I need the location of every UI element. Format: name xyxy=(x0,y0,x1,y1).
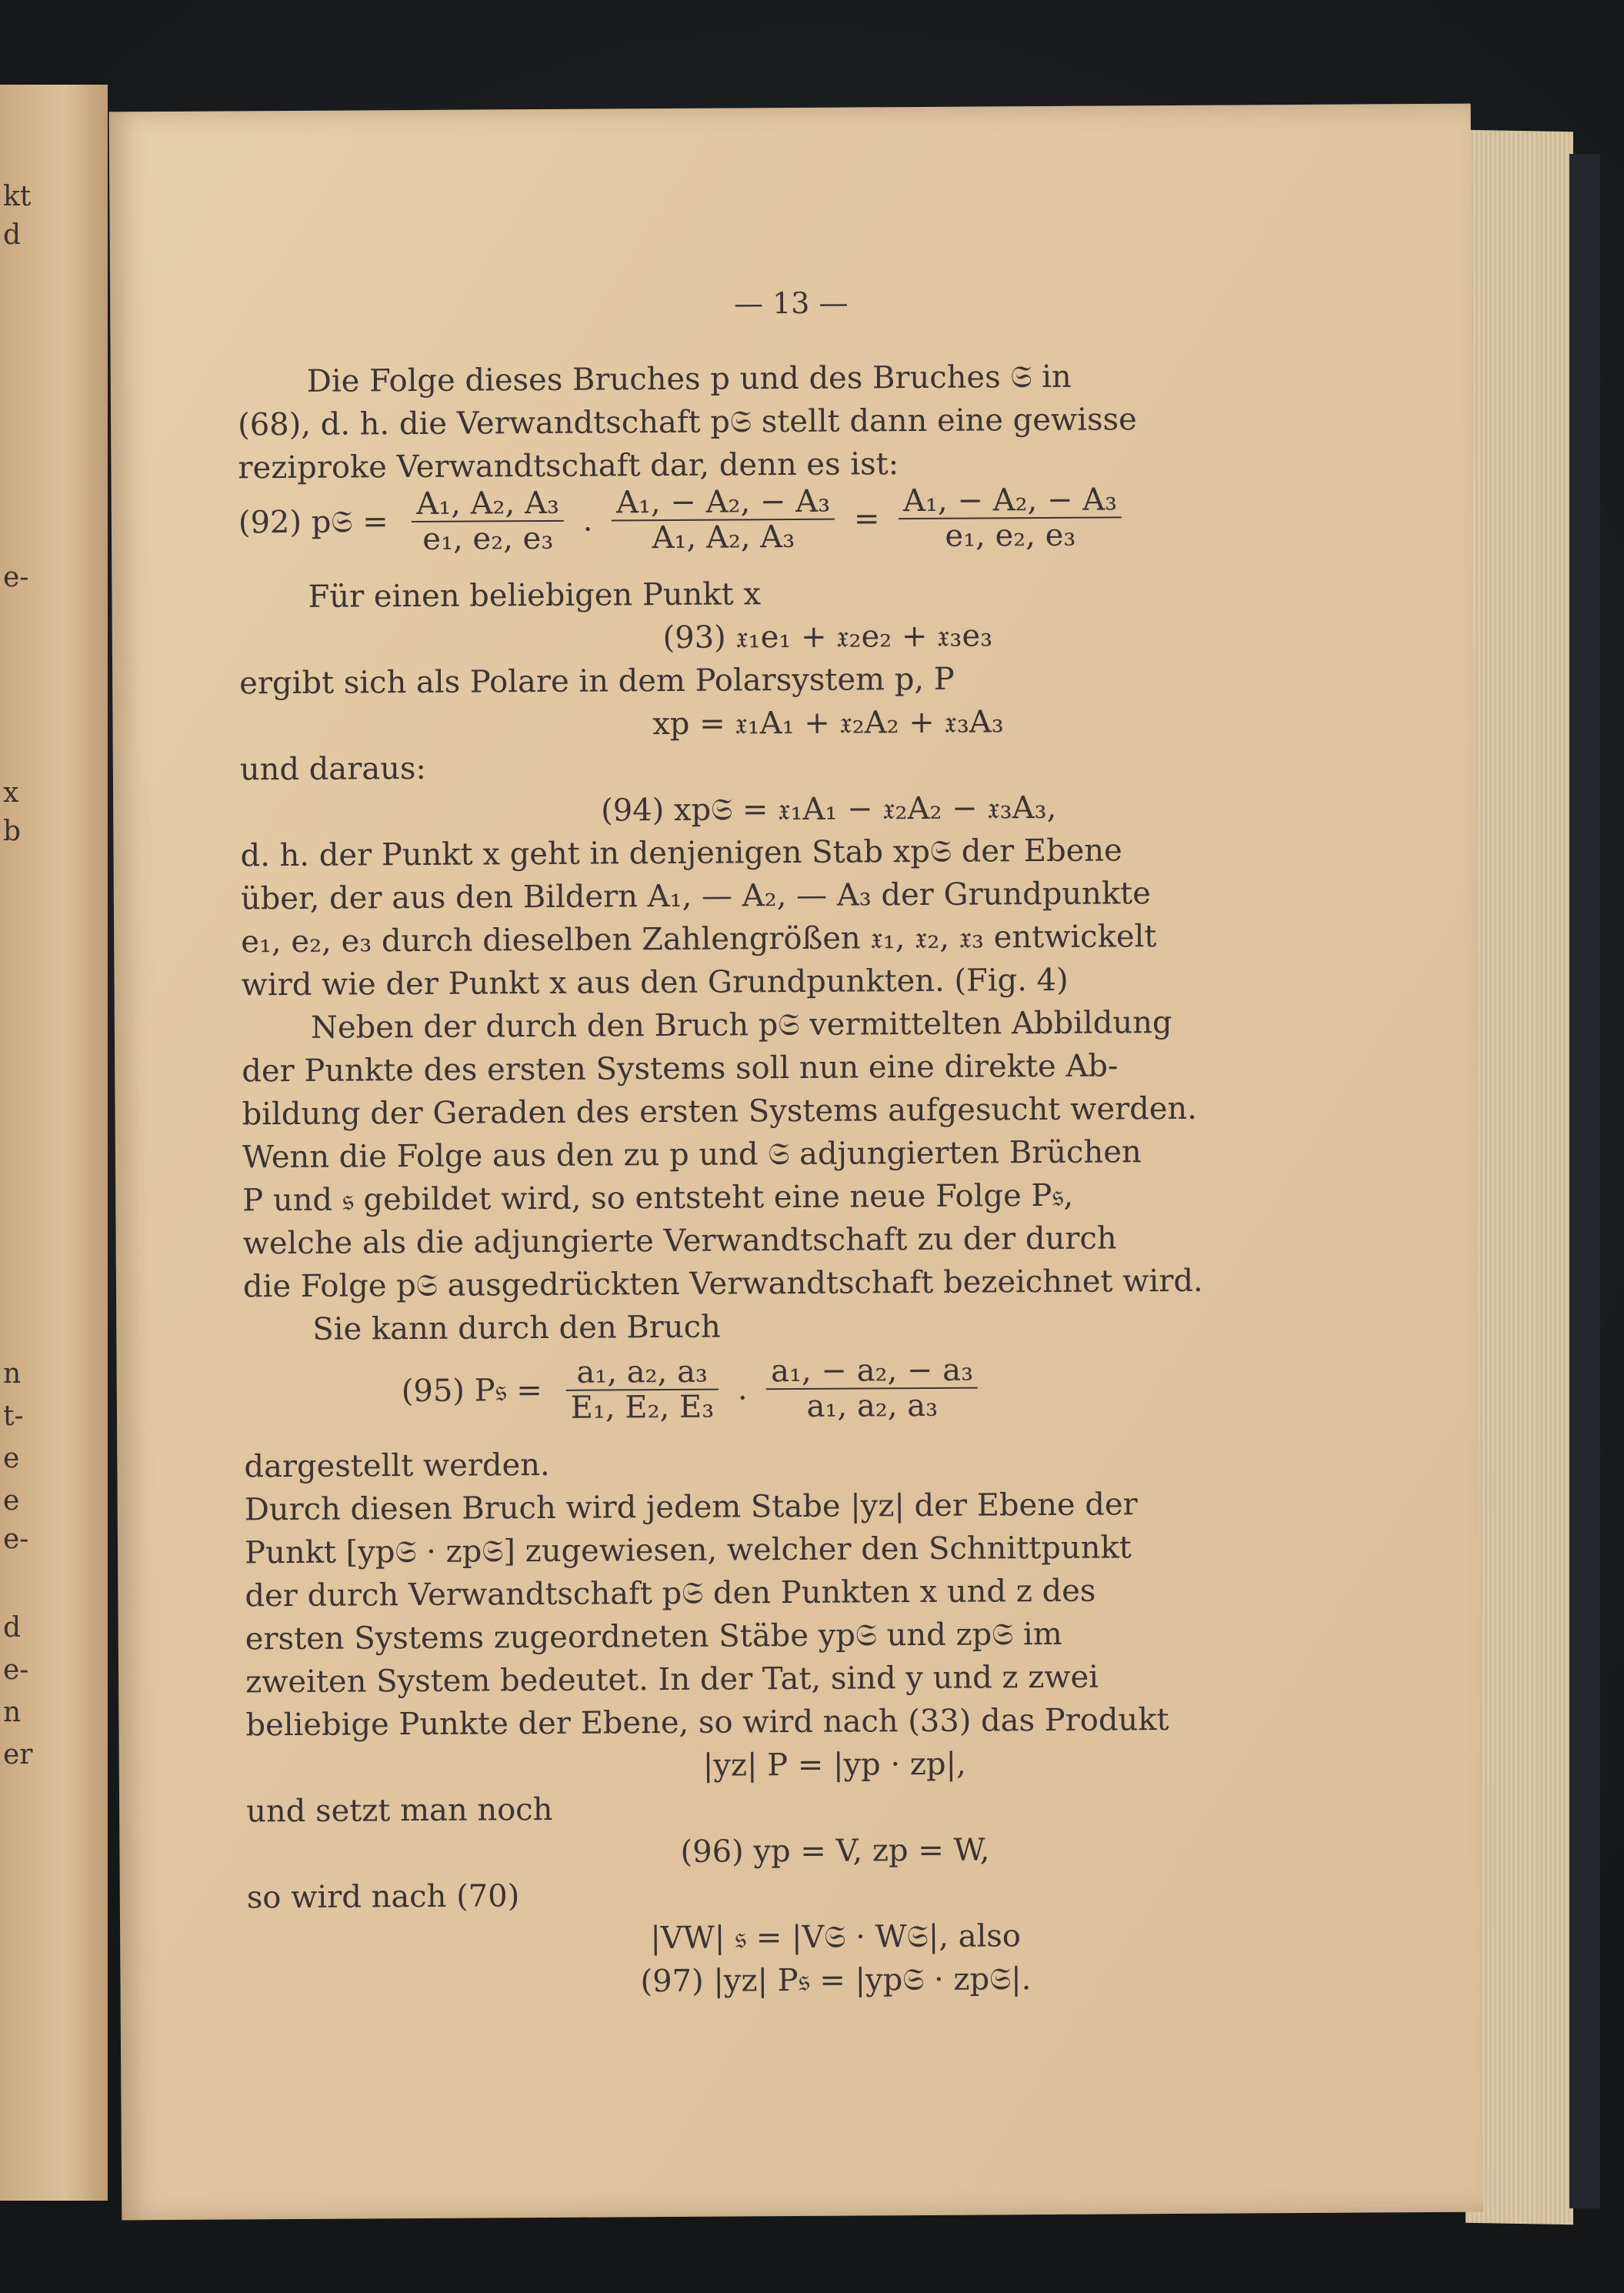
text-line: der durch Verwandtschaft p𝔖 den Punkten x und z des xyxy=(245,1573,1096,1614)
text-line: Die Folge dieses Bruches p und des Bruches 𝔖 in xyxy=(306,359,1072,399)
text-line: so wird nach (70) xyxy=(246,1878,520,1916)
operator: . xyxy=(582,502,593,539)
margin-fragment: e- xyxy=(3,1524,29,1555)
margin-fragment: d xyxy=(3,219,22,251)
text-line: über, der aus den Bildern A₁, — A₂, — A₃ der Grundpunkte xyxy=(240,876,1151,917)
margin-fragment: e xyxy=(3,1485,20,1517)
equation-94: (94) xp𝔖 = 𝔵₁A₁ − 𝔵₂A₂ − 𝔵₃A₃, xyxy=(601,789,1057,829)
left-page-edge xyxy=(0,85,108,2201)
equation-93: (93) 𝔵₁e₁ + 𝔵₂e₂ + 𝔵₃e₃ xyxy=(662,618,993,656)
equation-xp: xp = 𝔵₁A₁ + 𝔵₂A₂ + 𝔵₃A₃ xyxy=(652,704,1004,743)
text-line: P und 𝔰 gebildet wird, so entsteht eine neue Folge P𝔰, xyxy=(242,1177,1074,1219)
fraction-denominator: e₁, e₂, e₃ xyxy=(945,517,1076,554)
text-line: Für einen beliebigen Punkt x xyxy=(308,576,762,615)
margin-fragment: e- xyxy=(3,1654,29,1686)
text-line: und daraus: xyxy=(239,750,427,788)
text-line: beliebige Punkte der Ebene, so wird nach (33) das Produkt xyxy=(245,1702,1169,1744)
margin-fragment: kt xyxy=(3,181,32,212)
text-line: der Punkte des ersten Systems soll nun eine direkte Ab- xyxy=(242,1048,1119,1090)
equation-95 xyxy=(402,1353,983,1427)
fraction xyxy=(412,486,564,556)
text-line: zweiten System bedeutet. In der Tat, sind y und z zwei xyxy=(245,1659,1099,1701)
margin-fragment: x xyxy=(3,777,19,809)
fraction-denominator: A₁, A₂, A₃ xyxy=(652,519,795,556)
margin-fragment: e- xyxy=(3,562,29,593)
page-block-edge xyxy=(1466,130,1573,2225)
margin-fragment: n xyxy=(3,1697,22,1728)
text-line: die Folge p𝔖 ausgedrückten Verwandtschaft bezeichnet wird. xyxy=(242,1263,1203,1305)
equation-yz: |yz| P = |yp · zp|, xyxy=(702,1746,966,1784)
text-line: ersten Systems zugeordneten Stäbe yp𝔖 und zp𝔖 im xyxy=(245,1616,1062,1657)
text-line: wird wie der Punkt x aus den Grundpunkten. (Fig. 4) xyxy=(241,962,1069,1003)
equation-97: (97) |yz| P𝔰 = |yp𝔖 · zp𝔖|. xyxy=(640,1961,1032,2000)
equation-label: (95) P𝔰 = xyxy=(401,1373,542,1410)
book-cover-edge xyxy=(1569,154,1600,2208)
text-line: und setzt man noch xyxy=(246,1791,553,1830)
equation-92 xyxy=(238,482,1127,557)
equation-vw: |VW| 𝔰 = |V𝔖 · W𝔖|, also xyxy=(650,1918,1022,1957)
fraction-numerator: A₁, A₂, A₃ xyxy=(412,486,564,522)
fraction-denominator: E₁, E₂, E₃ xyxy=(570,1389,715,1426)
fraction-numerator: a₁, − a₂, − a₃ xyxy=(766,1353,978,1390)
fraction-numerator: a₁, a₂, a₃ xyxy=(565,1355,719,1391)
text-line: dargestellt werden. xyxy=(244,1447,550,1485)
text-line: d. h. der Punkt x geht in denjenigen Stab xp𝔖 der Ebene xyxy=(240,833,1122,874)
fraction-numerator: A₁, − A₂, − A₃ xyxy=(899,482,1122,519)
text-line: (68), d. h. die Verwandtschaft p𝔖 stellt dann eine gewisse xyxy=(237,402,1137,443)
paragraph-intro xyxy=(238,354,1416,490)
fraction-numerator: A₁, − A₂, − A₃ xyxy=(612,485,835,522)
text-line: bildung der Geraden des ersten Systems aufgesucht werden. xyxy=(242,1090,1198,1133)
text-line: reziproke Verwandtschaft dar, denn es ist: xyxy=(238,446,899,486)
margin-fragment: e xyxy=(3,1443,20,1474)
fraction xyxy=(565,1355,719,1425)
margin-fragment: d xyxy=(3,1612,22,1644)
text-line: Punkt [yp𝔖 · zp𝔖] zugewiesen, welcher den Schnittpunkt xyxy=(244,1530,1132,1571)
paragraph-point xyxy=(238,569,1420,1352)
book-page xyxy=(109,104,1484,2221)
fraction-denominator: e₁, e₂, e₃ xyxy=(422,520,554,557)
page-number: — 13 — xyxy=(733,285,849,321)
equation-96: (96) yp = V, zp = W, xyxy=(680,1832,990,1870)
equation-label: (92) p𝔖 = xyxy=(238,504,388,541)
text-line: e₁, e₂, e₃ durch dieselben Zahlengrößen 𝔵₁, 𝔵₂, 𝔵₃ entwickelt xyxy=(241,919,1157,960)
fraction xyxy=(899,482,1122,553)
margin-fragment: t- xyxy=(3,1400,24,1432)
margin-fragment: er xyxy=(3,1739,33,1771)
fraction-denominator: a₁, a₂, a₃ xyxy=(806,1387,939,1424)
margin-fragment: b xyxy=(3,816,22,847)
text-line: Durch diesen Bruch wird jedem Stabe |yz| der Ebene der xyxy=(244,1487,1138,1528)
operator: . xyxy=(737,1371,748,1407)
margin-fragment: n xyxy=(3,1358,22,1390)
text-line: ergibt sich als Polare in dem Polarsystem p, P xyxy=(239,661,955,702)
text-line: Wenn die Folge aus den zu p und 𝔖 adjungierten Brüchen xyxy=(242,1134,1142,1176)
text-line: Sie kann durch den Bruch xyxy=(312,1309,721,1347)
text-line: welche als die adjungierte Verwandtschaft zu der durch xyxy=(242,1220,1117,1262)
fraction xyxy=(766,1353,979,1424)
paragraph-adjoint xyxy=(244,1439,1424,2006)
text-line: Neben der durch den Bruch p𝔖 vermittelten Abbildung xyxy=(310,1005,1172,1046)
operator: = xyxy=(853,501,880,537)
fraction xyxy=(612,485,835,556)
